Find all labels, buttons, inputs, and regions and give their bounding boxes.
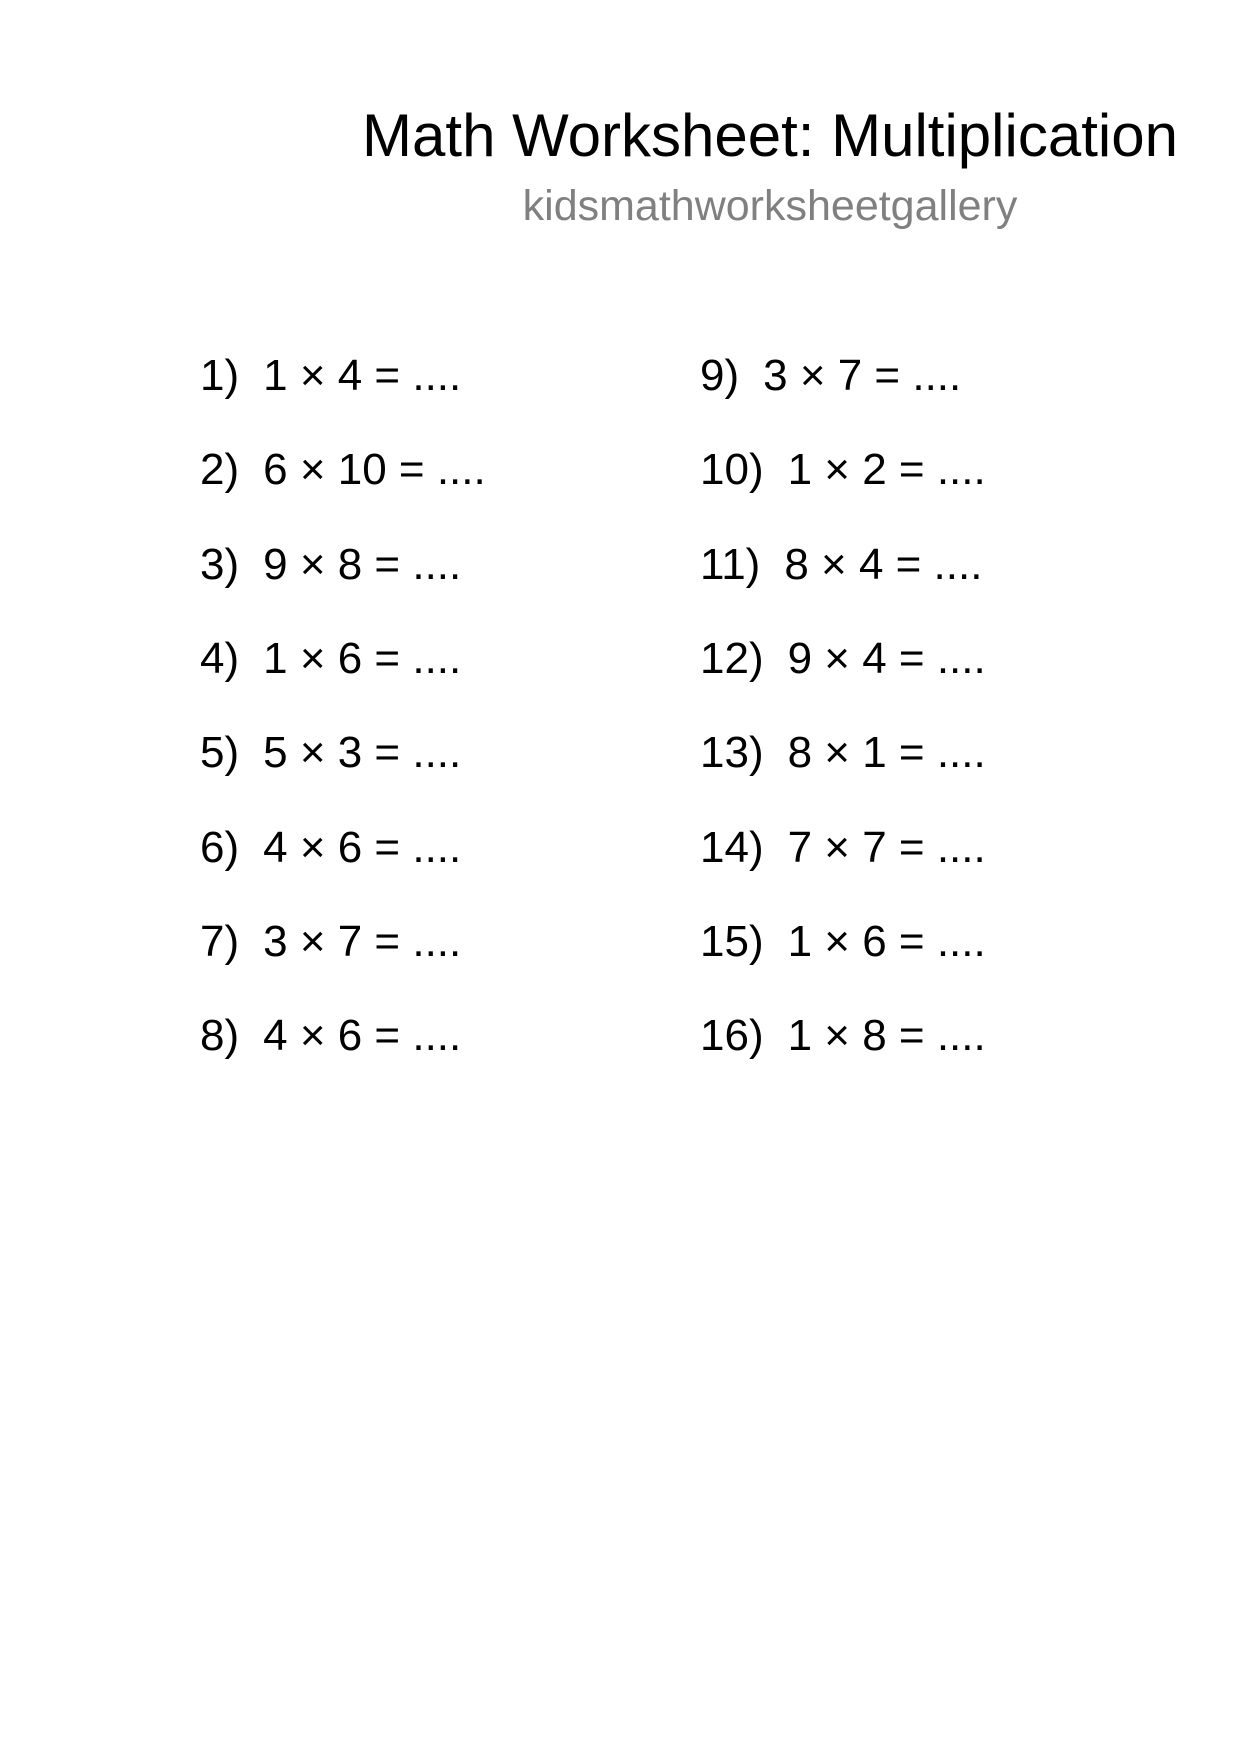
problem-expression: 5 × 3 = ....: [263, 728, 462, 777]
problem-expression: 6 × 10 = ....: [263, 445, 486, 494]
worksheet-title: Math Worksheet: Multiplication: [362, 102, 1178, 169]
problem-expression: 9 × 8 = ....: [263, 540, 462, 589]
problem-expression: 1 × 2 = ....: [787, 445, 986, 494]
worksheet-subtitle: kidsmathworksheetgallery: [522, 182, 1018, 230]
problem-number: 14): [700, 823, 764, 872]
problem-item: [200, 916, 461, 968]
problem-expression: 8 × 4 = ....: [784, 540, 983, 589]
problem-number: 16): [700, 1011, 764, 1060]
problem-item: [200, 444, 486, 496]
problem-item: [700, 633, 986, 685]
problem-expression: 4 × 6 = ....: [263, 1011, 462, 1060]
problem-number: 5): [200, 728, 240, 777]
problem-expression: 1 × 8 = ....: [787, 1011, 986, 1060]
problem-expression: 4 × 6 = ....: [263, 823, 462, 872]
problem-number: 1): [200, 351, 240, 400]
problem-number: 13): [700, 728, 764, 777]
problem-expression: 9 × 4 = ....: [787, 634, 986, 683]
problem-expression: 1 × 4 = ....: [263, 351, 462, 400]
problem-expression: 7 × 7 = ....: [787, 823, 986, 872]
problem-expression: 8 × 1 = ....: [787, 728, 986, 777]
problem-number: 12): [700, 634, 764, 683]
problem-expression: 3 × 7 = ....: [763, 351, 962, 400]
problem-number: 7): [200, 917, 240, 966]
problem-number: 6): [200, 823, 240, 872]
problem-item: [700, 350, 961, 402]
problem-item: [700, 822, 986, 874]
problem-number: 15): [700, 917, 764, 966]
problem-number: 2): [200, 445, 240, 494]
problem-expression: 3 × 7 = ....: [263, 917, 462, 966]
problem-item: [200, 727, 461, 779]
problem-item: [700, 727, 986, 779]
problem-item: [700, 444, 986, 496]
problem-number: 10): [700, 445, 764, 494]
problem-number: 9): [700, 351, 740, 400]
problem-item: [200, 822, 461, 874]
problem-item: [700, 1010, 986, 1062]
problem-number: 3): [200, 540, 240, 589]
problem-item: [200, 539, 461, 591]
problem-item: [200, 633, 461, 685]
problem-item: [200, 1010, 461, 1062]
problem-expression: 1 × 6 = ....: [787, 917, 986, 966]
problem-item: [200, 350, 461, 402]
problem-number: 11): [700, 540, 761, 589]
problem-number: 4): [200, 634, 240, 683]
problem-item: [700, 916, 986, 968]
problem-number: 8): [200, 1011, 240, 1060]
problem-item: [700, 539, 982, 591]
problem-expression: 1 × 6 = ....: [263, 634, 462, 683]
